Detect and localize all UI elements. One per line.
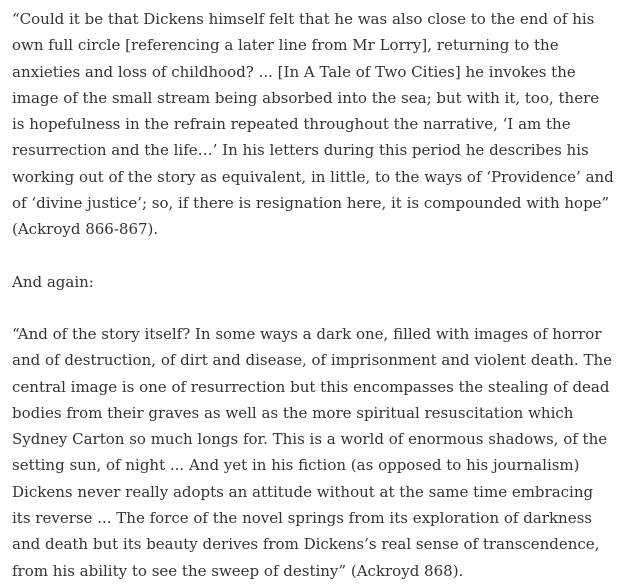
- quote-paragraph-2: “And of the story itself? In some ways a dark one, filled with images of horror and of destruction, of dirt and disease, of imprisonment and violent death. The central image is one of resurrection but this encompasses the stealing of dead bodies from their graves as well as the more spiritual resuscitation which Sydney Carton so much longs for. This is a world of enormous shadows, of the setting sun, of night ... And yet in his fiction (as opposed to his journalism) Dickens never really adopts an attitude without at the same time embracing its reverse ... The force of the novel springs from its exploration of darkness and death but its beauty derives from Dickens’s real sense of transcendence, from his ability to see the sweep of destiny” (Ackroyd 868).: [12, 324, 613, 580]
- quote-paragraph-1: “Could it be that Dickens himself felt that he was also close to the end of his own full circle [referencing a later line from Mr Lorry], returning to the anxieties and loss of childhood? ... [In A Tale of Two Cities] he invokes the image of the small stream being absorbed into the sea; but with it, too, there is hopefulness in the refrain repeated throughout the narrative, ‘I am the resurrection and the life…’ In his letters during this period he describes his working out of the story as equivalent, in little, to the ways of ‘Providence’ and of ‘divine justice’; so, if there is resignation here, it is compounded with hope” (Ackroyd 866-867).: [12, 10, 614, 239]
- transition-paragraph: And again:: [12, 272, 94, 291]
